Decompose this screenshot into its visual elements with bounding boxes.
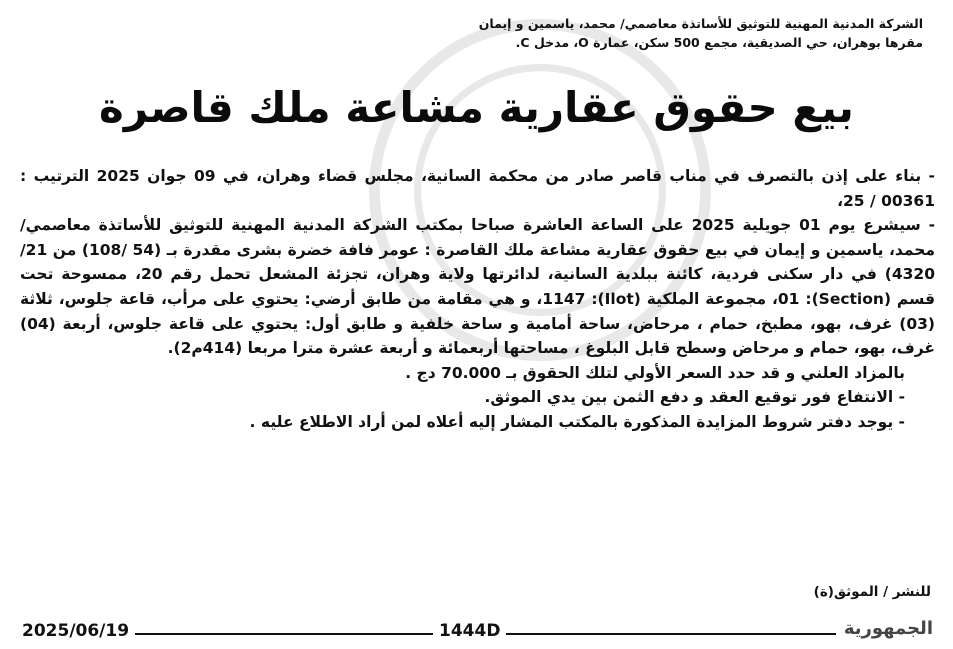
- newspaper-logo: الجمهورية: [836, 618, 933, 639]
- footer-code: 1444D: [433, 621, 506, 641]
- firm-header: [363, 14, 923, 52]
- paragraph-sale-details: - سيشرع يوم 01 جويلية 2025 على الساعة العاشرة صباحا بمكتب الشركة المدنية المهنية للتوثيق للأساتذة معاصمي/ محمد، ياسمين و إيمان في بيع حقوق عقارية مشاعة ملك القاصرة : عومر فافة خضرة بشرى مقدرة بـ (54 /108) من 21/ 4320) في دار سكنى فردية، كائنة ببلدية السانية، لدائرتها ولاية وهران، تجزئة المشعل تحمل رقم 20، ممسوحة تحت قسم (Section): 01، مجموعة الملكية (Ilot): 1147، و هي مقامة من طابق أرضي: يحتوي على مرأب، قاعة جلوس، ثلاثة (03) غرف، بهو، مطبخ، حمام ، مرحاض، ساحة أمامية و ساحة خلفية و طابق أول: يحتوي على قاعة جلوس، أربعة (04) غرف، بهو، حمام و مرحاض وسطح قابل البلوغ ، مساحتها أربعمائة و أربعة عشرة مترا مربعا (414م2).: [20, 216, 936, 358]
- paragraph-possession: - الانتفاع فور توقيع العقد و دفع الثمن بين يدي الموثق.: [484, 388, 905, 407]
- firm-name: الشركة المدنية المهنية للتوثيق للأساتذة معاصمي/ محمد، ياسمين و إيمان: [478, 16, 923, 31]
- footer-date: 2025/06/19: [22, 621, 135, 641]
- paragraph-price: بالمزاد العلني و قد حدد السعر الأولي لتلك الحقوق بـ 70.000 دج .: [405, 363, 905, 382]
- signature-line: للنشر / الموثق(ة): [813, 584, 931, 600]
- notice-title: بيع حقوق عقارية مشاعة ملك قاصرة: [99, 83, 854, 132]
- paragraph-conditions: - يوجد دفتر شروط المزايدة المذكورة بالمكتب المشار إليه أعلاه لمن أراد الاطلاع عليه .: [249, 412, 905, 431]
- paragraph-authorization: - بناء على إذن بالتصرف في مناب قاصر صادر من محكمة السانية، مجلس قضاء وهران، في 09 جوان 2025 الترتيب : 00361 / 25،: [20, 167, 935, 210]
- firm-address: مقرها بوهران، حي الصديقية، مجمع 500 سكن، عمارة O، مدخل C.: [515, 35, 923, 50]
- notice-body: [20, 164, 935, 435]
